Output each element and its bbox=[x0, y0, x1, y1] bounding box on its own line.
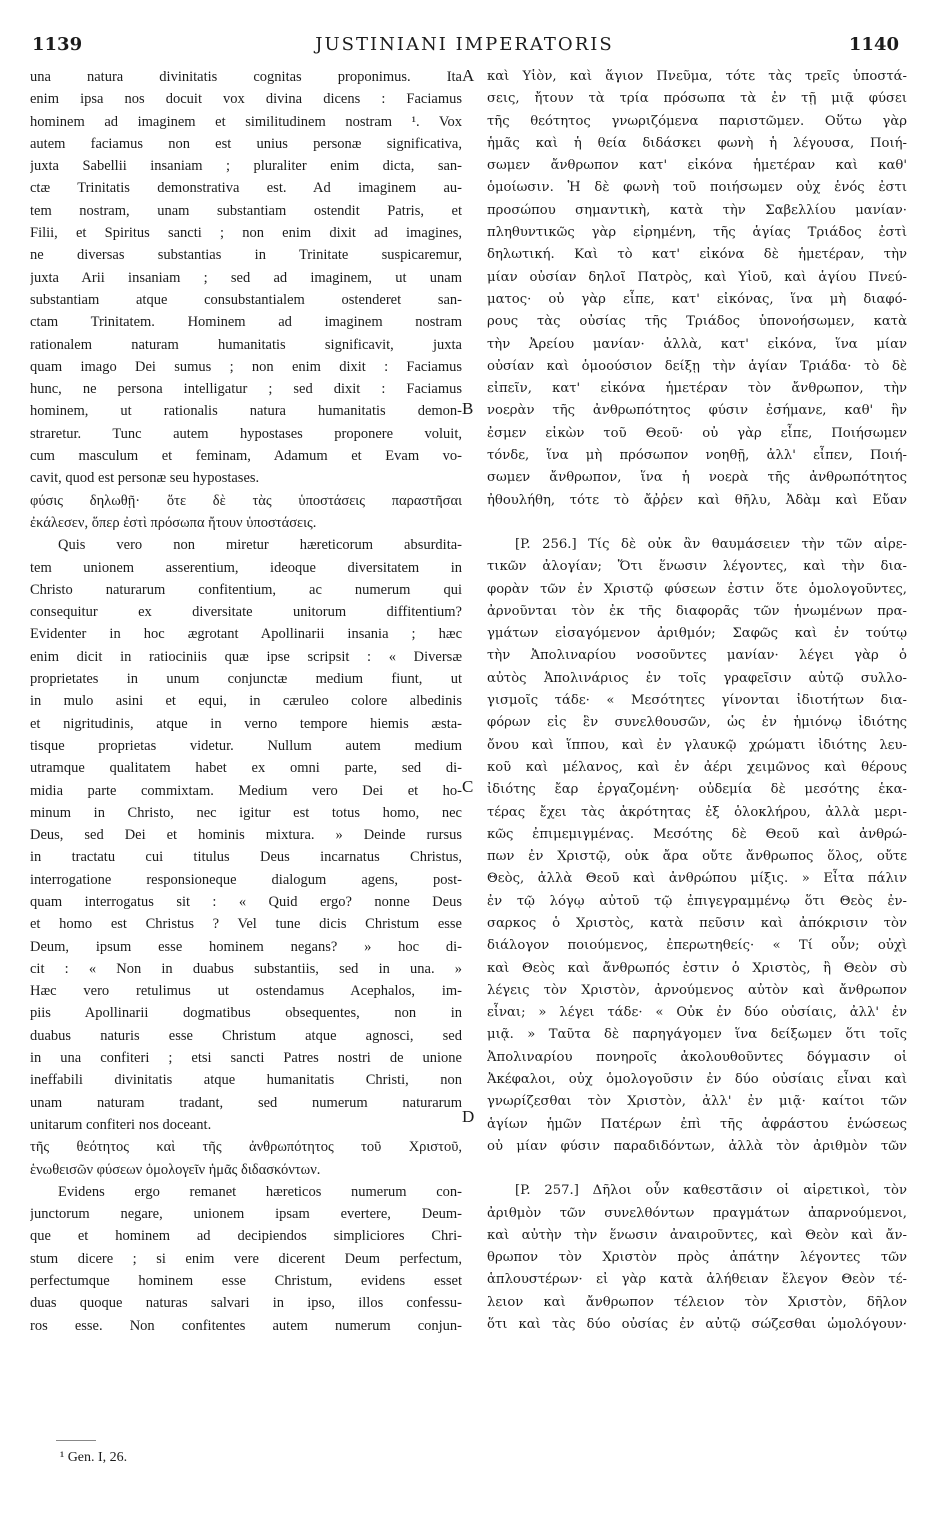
latin-line: cum masculum et feminam, Adamum et Evam vo- bbox=[30, 448, 462, 465]
greek-line: τὴν Ἀπολιναρίου νοσοῦντες μανίαν· λέγει γὰρ ὁ bbox=[487, 648, 907, 664]
greek-line: ρους τὰς οὐσίας τῆς Τριάδος ὑπονοήσωμεν, κατὰ bbox=[487, 314, 907, 330]
latin-line: duas quoque naturas salvari in ipso, illos confessu- bbox=[30, 1295, 462, 1312]
greek-line: ὁμοίωσιν. Ἡ δὲ φωνὴ τοῦ ποιήσωμεν οὐχ ἑνός ἐστι bbox=[487, 180, 907, 196]
footnote-rule bbox=[56, 1440, 96, 1441]
latin-line: Evidenter in hoc ægrotant Apollinarii insania ; hæc bbox=[30, 626, 462, 643]
latin-line: et nigritudinis, atque in verno tempore hiemis æsta- bbox=[30, 715, 462, 732]
latin-line: tem nostram, unam substantiam ostendit Patris, et bbox=[30, 202, 462, 219]
latin-line: unam naturam tradant, sed numerum naturarum bbox=[30, 1094, 462, 1111]
latin-line: tisque proprietas videtur. Nullum autem medium bbox=[30, 737, 462, 754]
greek-line: εἰπεῖν, κατ' εἰκόνα ἡμετέραν τὸν ἄνθρωπον, τὴν bbox=[487, 381, 907, 397]
greek-line: [P. 257.] Δῆλοι οὖν καθεστᾶσιν οἱ αἱρετικοὶ, τὸν bbox=[515, 1183, 907, 1199]
greek-line: ἠθουλήθη, τότε τὸ ἄῤῥεν καὶ θῆλυ, Ἀδὰμ καὶ Εὔαν bbox=[487, 492, 907, 508]
greek-line: ἀρνοῦνται τὸν ἐκ τῆς διαφορᾶς τῶν ἡνωμένων πρα- bbox=[487, 603, 907, 619]
greek-line: ἁπλουστέρων· εἰ γὰρ κατὰ ἀλήθειαν ἔλεγον Θεὸν τέ- bbox=[487, 1272, 907, 1288]
latin-line: straretur. Tunc autem hypostases proponere voluit, bbox=[30, 425, 462, 442]
greek-line: σωμεν ἄνθρωπον, ἵνα ἡ νοερὰ τῆς ἀνθρωπότητος bbox=[487, 470, 907, 486]
latin-line: juxta Arii insaniam ; sed ad imaginem, ut unam bbox=[30, 269, 462, 286]
latin-line: Evidens ergo remanet hæreticos numerum con- bbox=[58, 1183, 462, 1200]
greek-line: πληθυντικῶς γὰρ εἰρημένη, τῆς ἁγίας Τριάδος ἐστὶ bbox=[487, 225, 907, 241]
greek-line: εἶναι; » λέγει τάδε· « Οὐκ ἐν δύο οὐσίαις, ἀλλ' ἐν bbox=[487, 1005, 907, 1021]
greek-line: Ἀκέφαλοι, οὐχ ὁμολογοῦσιν ἐν δύο οὐσίαις εἶναι καὶ bbox=[487, 1072, 907, 1088]
latin-line: duabus naturis esse Christum atque agnosci, sed bbox=[30, 1027, 462, 1044]
greek-line: πων ἐν Χριστῷ, οὐκ ἄρα οὔτε ἄνθρωπος ὅλος, οὔτε bbox=[487, 849, 907, 865]
latin-line: una natura divinitatis cognitas proponimus. Ita bbox=[30, 69, 462, 85]
greek-line: κοῦ καὶ μέλανος, καὶ ἐν ἀέρι χειμῶνος καὶ θέρους bbox=[487, 759, 907, 775]
latin-line: utramque qualitatem habet ex omni parte, sed di- bbox=[30, 760, 462, 777]
section-mark-c: C bbox=[462, 777, 474, 796]
latin-column bbox=[30, 66, 462, 1337]
latin-line: in tractatu cui titulus Deus incarnatus Christus, bbox=[30, 849, 462, 866]
greek-line: καὶ αὐτὴν τὴν ἕνωσιν ἀναιροῦντες, καὶ Θεὸν καὶ ἄν- bbox=[487, 1227, 907, 1243]
latin-line: juxta Sabellii insaniam ; pluraliter enim dicta, san- bbox=[30, 158, 462, 175]
latin-line: midia parte commixtam. Medium vero Dei et ho- bbox=[30, 782, 462, 799]
greek-line: Θεὸς, ἀλλὰ Θεοῦ καὶ ἀνθρώπου μίξις. » Εἶτα πάλιν bbox=[487, 871, 907, 887]
latin-line: minum in Christo, nec igitur est totus homo, nec bbox=[30, 804, 462, 821]
latin-line: consequitur ex diversitate unitorum diffitentium? bbox=[30, 604, 462, 621]
greek-line: γνωρίζεσθαι τὸν Χριστὸν, ἀλλ' ἐν μιᾷ· καίτοι τῶν bbox=[487, 1094, 907, 1110]
greek-line: δηλωτική. Καὶ τὸ κατ' εἰκόνα δὲ ἡμετέραν, τὴν bbox=[487, 247, 907, 263]
latin-line: piis Apollinarii dogmatibus obsequentes, non in bbox=[30, 1005, 462, 1022]
greek-line: τόνδε, ἵνα μὴ πρόσωπον νοηθῇ, ἀλλ' εἶπεν, Ποιή- bbox=[487, 448, 907, 464]
greek-column bbox=[487, 66, 907, 1336]
latin-line: et homo est Christus ? Vel tune dicis Christum esse bbox=[30, 916, 462, 933]
paragraph-gap bbox=[487, 512, 907, 534]
greek-line: Ἀπολιναρίου πονηροῖς ἀκολουθοῦντες δόγμασιν οἱ bbox=[487, 1049, 907, 1065]
latin-line: ctæ Trinitatis demonstrativa est. Ad imaginem au- bbox=[30, 180, 462, 197]
latin-line: perfectumque hominem esse Christum, evidens esset bbox=[30, 1273, 462, 1290]
greek-line: καὶ Υἱὸν, καὶ ἅγιον Πνεῦμα, τότε τὰς τρεῖς ὑποστά- bbox=[487, 69, 907, 84]
latin-line: Quis vero non miretur hæreticorum absurdita- bbox=[58, 537, 462, 554]
greek-line: μίαν οὐσίαν δηλοῖ Πατρὸς, καὶ Υἱοῦ, καὶ ἁγίου Πνεύ- bbox=[487, 269, 907, 285]
latin-line: cit : « Non in duabus substantiis, sed in una. » bbox=[30, 960, 462, 977]
latin-line: que et hominem ad decipiendos simpliciores Chri- bbox=[30, 1228, 462, 1245]
greek-line: λειον καὶ ἄνθρωπον τέλειον τὸν Χριστὸν, δῆλον bbox=[487, 1294, 907, 1310]
greek-line: [P. 256.] Τίς δὲ οὐκ ἂν θαυμάσειεν τὴν τῶν αἱρε- bbox=[515, 536, 907, 552]
latin-line: quam imago Dei sumus ; non enim dixit : Faciamus bbox=[30, 358, 462, 375]
latin-line: autem faciamus non est unius personæ significativa, bbox=[30, 135, 462, 152]
paragraph-gap bbox=[487, 1158, 907, 1180]
latin-line: enim dicit in ratiociniis quæ ipse scripsit : « Diversæ bbox=[30, 648, 462, 665]
greek-line: ἰδιότης ἔαρ ἐργαζομένη· οὐδεμία δὲ μεσότης ἑκα- bbox=[487, 782, 907, 798]
latin-line: unitarum confiteri nos doceant. bbox=[30, 1116, 212, 1133]
latin-line: hunc, ne persona intelligatur ; sed dixit : Faciamus bbox=[30, 381, 462, 398]
greek-line: οὐσίαν καὶ ὁμοούσιον δείξῃ τὴν ἁγίαν Τριάδα· τὸ δὲ bbox=[487, 358, 907, 374]
latin-line: junctorum negare, unionem ipsam evertere, Deum- bbox=[30, 1206, 462, 1223]
latin-line: proprietates in unum conjunctæ medium fiunt, ut bbox=[30, 671, 462, 688]
greek-line: ὄνου καὶ ἵππου, καὶ ἐν γλαυκῷ χρώματι ἰδιότης λευ- bbox=[487, 737, 907, 753]
greek-line: τικῶν ἀλογίαν; Ὅτι ἕνωσιν λέγοντες, καὶ τὴν δια- bbox=[487, 559, 907, 575]
page-header bbox=[0, 30, 929, 66]
latin-line: Deum, ipsum esse hominem negans? » hoc di- bbox=[30, 938, 462, 955]
greek-line: προσώπου σημαντικὴ, κατὰ τὴν Σαβελλίου μανίαν· bbox=[487, 202, 907, 218]
greek-line: καὶ Θεὸς καὶ ἄνθρωπός ἐστιν ὁ Χριστὸς, ἢ Θεὸν σὺ bbox=[487, 960, 907, 976]
greek-line: γμάτων εἰσαγόμενον ἀριθμόν; Σαφῶς καὶ ἐν τούτῳ bbox=[487, 626, 907, 642]
latin-line: ineffabili divinitatis atque humanitatis Christi, non bbox=[30, 1072, 462, 1089]
greek-line: φόρων εἰς ἓν συνελθουσῶν, ὡς ἐν ἡμιόνῳ ἰδιότης bbox=[487, 715, 907, 731]
section-mark-b: B bbox=[462, 399, 474, 418]
greek-line: σωμεν ἄνθρωπον κατ' εἰκόνα ἡμετέραν καὶ καθ' bbox=[487, 158, 907, 174]
greek-line: ἐν τῷ λόγῳ αὐτοῦ τῷ ἐπιγεγραμμένῳ ὅτι Θεὸς ἐν- bbox=[487, 893, 907, 909]
greek-tail-line: τῆς θεότητος καὶ τῆς ἀνθρωπότητος τοῦ Χριστοῦ, bbox=[30, 1139, 462, 1156]
latin-line: quam interrogatus sit : « Quid ergo? nonne Deus bbox=[30, 893, 462, 910]
latin-line: stum dicere ; si enim vere dicerent Deum perfectum, bbox=[30, 1250, 462, 1267]
greek-tail-line: ἐκάλεσεν, ὅπερ ἐστὶ πρόσωπα ἤτουν ὑποστάσεις. bbox=[30, 514, 317, 531]
latin-line: Filii, et Spiritus sancti ; non enim dixit ad imagines, bbox=[30, 225, 462, 242]
greek-line: ἀριθμὸν τῶν συνελθόντων πραγμάτων ἀπαρνούμενοι, bbox=[487, 1205, 907, 1221]
section-mark-a: A bbox=[462, 66, 475, 85]
greek-line: ματος· οὐ γὰρ εἶπε, κατ' εἰκόνας, ἵνα μὴ διαφό- bbox=[487, 291, 907, 307]
latin-line: hominem ad imaginem et similitudinem nostram ¹. Vox bbox=[30, 113, 462, 130]
running-title: JUSTINIANI IMPERATORIS bbox=[315, 34, 614, 55]
latin-line: Christo naturarum confitentium, ac numerum qui bbox=[30, 581, 462, 598]
greek-line: διάλογον ποιούμενος, ἐπερωτηθείς· « Τί οὖν; οὐχὶ bbox=[487, 938, 907, 954]
greek-line: θρωπον τὸν Χριστὸν πρὸς ἀπάτην λέγοντες τῶν bbox=[487, 1250, 907, 1266]
greek-line: αὐτὸς Ἀπολινάριος ἐν τοῖς γραφεῖσιν αὐτῷ συλλο- bbox=[487, 670, 907, 686]
greek-line: νοερὰν τῆς ἀνθρωπότητος φύσιν ἐσήμανε, καθ' ἣν bbox=[487, 403, 907, 419]
latin-line: cavit, quod est personæ seu hypostases. bbox=[30, 470, 260, 487]
greek-line: οὐ μίαν φύσιν παραδιδόντων, ἀλλὰ τὸν ἀριθμὸν τῶν bbox=[487, 1138, 907, 1154]
greek-line: λέγεις τὸν Χριστὸν, ἀρνούμενος αὐτὸν καὶ ἄνθρωπον bbox=[487, 982, 907, 998]
section-mark-d: D bbox=[462, 1107, 475, 1126]
greek-tail-line: ἑνωθεισῶν φύσεων ὁμολογεῖν ἡμᾶς διδασκόντων. bbox=[30, 1161, 321, 1178]
greek-line: φορὰν τῶν ἐν Χριστῷ φύσεων ἐστιν ὅτε ὁμολογοῦντες, bbox=[487, 581, 907, 597]
latin-line: interrogatione responsioneque dialogum agens, post- bbox=[30, 871, 462, 888]
greek-line: τὴν Ἀρείου μανίαν· ἀλλὰ, κατ' εἰκόνα, ἵνα μίαν bbox=[487, 336, 907, 352]
greek-line: ἡμᾶς καὶ ἡ θεία διδάσκει φωνὴ ἡ λέγουσα, Ποιή- bbox=[487, 135, 907, 151]
greek-line: τέρας ἔχει τὰς ἀκρότητας ἐξ ὁλοκλήρου, ἀλλὰ μερι- bbox=[487, 804, 907, 820]
latin-line: tem unionem asserentium, ideoque diversitatem in bbox=[30, 559, 462, 576]
latin-line: enim ipsa nos docuit vox divina dicens : Faciamus bbox=[30, 91, 462, 108]
greek-line: ἐσμεν εἰκὼν τοῦ Θεοῦ· οὐ γὰρ εἶπε, Ποιήσωμεν bbox=[487, 425, 907, 441]
footnote: ¹ Gen. I, 26. bbox=[60, 1450, 128, 1465]
greek-line: γισμοῖς τάδε· « Μεσότητες γίνονται ἰδιοτήτων δια- bbox=[487, 693, 907, 709]
left-page-number: 1139 bbox=[32, 34, 83, 55]
latin-line: rationalem naturam humanitatis significavit, juxta bbox=[30, 336, 462, 353]
latin-line: in una confiteri ; etsi sancti Patres nostri de unione bbox=[30, 1050, 462, 1067]
greek-line: κῶς ἐπιμεμιγμένας. Μεσότης δὲ Θεοῦ καὶ ἀνθρώ- bbox=[487, 826, 907, 842]
latin-line: ctam Trinitatem. Hominem ad imaginem nostram bbox=[30, 314, 462, 331]
greek-tail-line: φύσις δηλωθῇ· ὅτε δὲ τὰς ὑποστάσεις παραστῆσαι bbox=[30, 492, 462, 509]
greek-line: τῆς θεότητος γνωριζόμενα παριστῶμεν. Οὕτω γὰρ bbox=[487, 113, 907, 129]
latin-line: Deus, sed Dei et hominis mixtura. » Deinde rursus bbox=[30, 827, 462, 844]
latin-line: ros esse. Non confitentes autem numerum conjun- bbox=[30, 1317, 462, 1334]
latin-line: substantiam atque consubstantialem ostenderet san- bbox=[30, 291, 462, 308]
greek-line: σαρκος ὁ Χριστὸς, κατὰ πεῦσιν καὶ ἀπόκρισιν τὸν bbox=[487, 915, 907, 931]
latin-line: hominem, ut rationalis natura humanitatis demon- bbox=[30, 403, 462, 420]
greek-line: ἁγίων ἡμῶν Πατέρων ἐπὶ τῆς ἀφράστου ἑνώσεως bbox=[487, 1116, 907, 1132]
greek-line: ὅτι καὶ τὰς δύο οὐσίας ἐν αὐτῷ σώζεσθαι ὡμολόγουν· bbox=[487, 1317, 907, 1333]
greek-line: σεις, ἤτουν τὰ τρία πρόσωπα τὰ ἐν τῇ μιᾷ φύσει bbox=[487, 91, 907, 107]
latin-line: Hæc vero retulimus ut ostendamus Acephalos, im- bbox=[30, 983, 462, 1000]
greek-line: μιᾷ. » Ταῦτα δὲ παρηγάγομεν ἵνα δείξωμεν ὅτι τοῖς bbox=[487, 1027, 907, 1043]
latin-line: in mulo asini et equi, in cæruleo colore albedinis bbox=[30, 693, 462, 710]
right-page-number: 1140 bbox=[848, 34, 899, 55]
latin-line: ne diversas substantias in Trinitate suspicaremur, bbox=[30, 247, 462, 264]
